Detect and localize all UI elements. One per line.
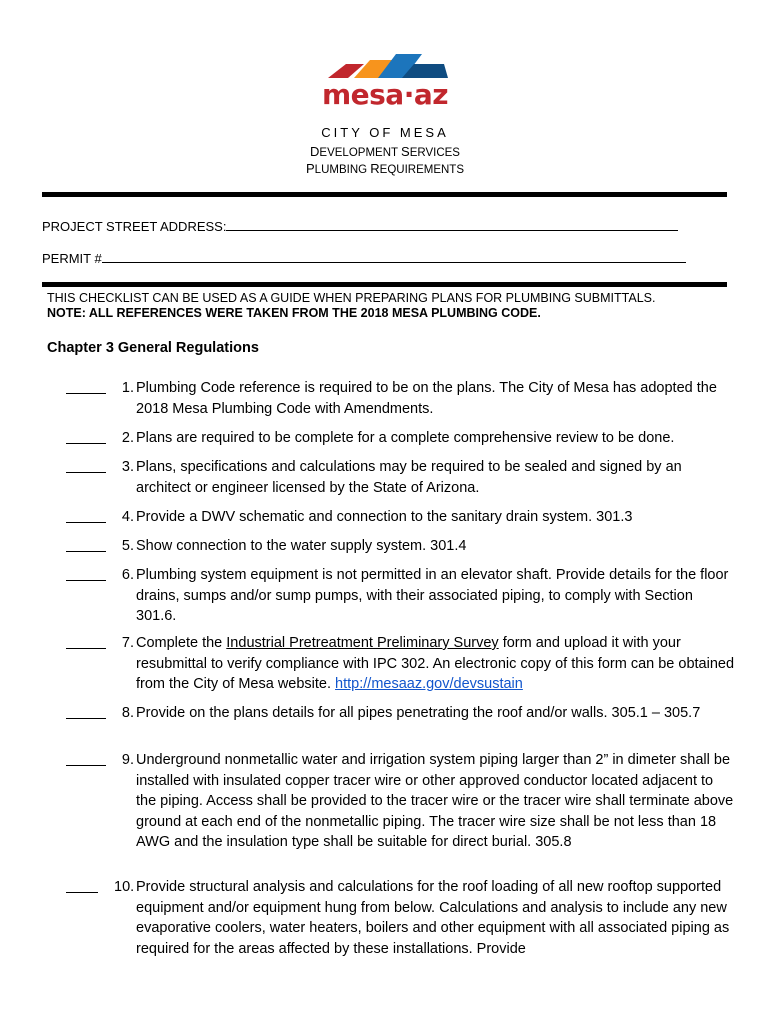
item-text: Complete the Industrial Pretreatment Preliminary Survey form and upload it with your resubmittal to verify compliance with IPC 302. An electronic copy of this form can be obtained from the City of Mesa website. http://mesaaz.gov/devsustain [136,635,735,692]
project-address-field[interactable] [42,216,678,235]
item-text: Show connection to the water supply system. 301.4 [136,538,467,554]
project-address-line[interactable] [226,216,678,231]
checkbox-blank[interactable] [66,565,106,588]
mesa-logo [318,52,452,116]
item-text: Plumbing system equipment is not permitted in an elevator shaft. Provide details for the floor drains, sumps and/or sump pumps, with their associated piping, to comply with Section 301.6. [136,567,729,624]
checklist-item [66,750,736,853]
checklist-item [66,877,736,959]
checkbox-blank[interactable] [66,877,98,900]
fields-divider [42,282,727,287]
item-text: Provide on the plans details for all pipes penetrating the roof and/or walls. 305.1 – 305.7 [136,705,701,721]
item-number: 1. [121,380,134,396]
checklist-item [66,378,736,419]
checklist-item [66,457,736,498]
checkbox-blank[interactable] [66,457,106,480]
item-text: Plans, specifications and calculations may be required to be sealed and signed by an architect or engineer licensed by the State of Arizona. [136,459,682,496]
item-text: Plans are required to be complete for a complete comprehensive review to be done. [136,430,675,446]
header-divider [42,192,727,197]
checkbox-blank[interactable] [66,750,106,773]
checklist-item [66,428,736,449]
item-number: 10. [114,879,135,895]
checkbox-blank[interactable] [66,633,106,656]
permit-number-field[interactable] [42,248,686,267]
checkbox-blank[interactable] [66,703,106,726]
note-text: NOTE: ALL REFERENCES WERE TAKEN FROM THE 2018 MESA PLUMBING CODE. [47,306,541,320]
city-title: CITY OF MESA [321,125,449,140]
checklist-item [66,507,736,528]
item-number: 9. [121,752,134,768]
item-number: 8. [121,705,134,721]
chapter-heading: Chapter 3 General Regulations [47,340,259,356]
checklist-item [66,565,736,627]
item-number: 3. [121,459,134,475]
permit-number-label: PERMIT # [42,251,102,266]
checkbox-blank[interactable] [66,428,106,451]
document-title: PLUMBING REQUIREMENTS [306,161,464,176]
item-number: 7. [121,635,134,651]
department-title: DEVELOPMENT SERVICES [310,144,460,159]
item-text: Provide structural analysis and calculations for the roof loading of all new rooftop supported equipment and/or equipment hung from below. Calculations and analysis to include any new evaporative coolers, water heaters, boilers and other equipment with all associated piping as required for the areas affected by these installations. Provide [136,879,730,957]
item-number: 5. [121,538,134,554]
checklist-item [66,633,736,695]
permit-number-line[interactable] [102,248,686,263]
logo-wordmark: mesa·az [321,78,449,111]
checkbox-blank[interactable] [66,536,106,559]
checkbox-blank[interactable] [66,378,106,401]
item-number: 4. [121,509,134,525]
checklist-item [66,536,736,557]
item-text: Provide a DWV schematic and connection to the sanitary drain system. 301.3 [136,509,633,525]
checklist-item [66,703,736,724]
devsustain-link[interactable]: http://mesaaz.gov/devsustain [335,676,523,692]
pretreatment-survey-link[interactable]: Industrial Pretreatment Preliminary Survey [226,635,499,651]
item-number: 2. [121,430,134,446]
item-number: 6. [121,567,134,583]
checkbox-blank[interactable] [66,507,106,530]
item-text: Underground nonmetallic water and irrigation system piping larger than 2” in dimeter shall be installed with insulated copper tracer wire or other approved conductor located adjacent to the piping. Access shall be provided to the tracer wire or the tracer wire shall terminate above ground at each end of the nonmetallic piping. The tracer wire size shall be not less than 18 AWG and the insulation type shall be suitable for direct burial. 305.8 [136,752,734,850]
guide-text: THIS CHECKLIST CAN BE USED AS A GUIDE WHEN PREPARING PLANS FOR PLUMBING SUBMITTALS. [47,291,656,305]
project-address-label: PROJECT STREET ADDRESS: [42,219,227,234]
item-text: Plumbing Code reference is required to be on the plans. The City of Mesa has adopted the 2018 Mesa Plumbing Code with Amendments. [136,380,717,417]
